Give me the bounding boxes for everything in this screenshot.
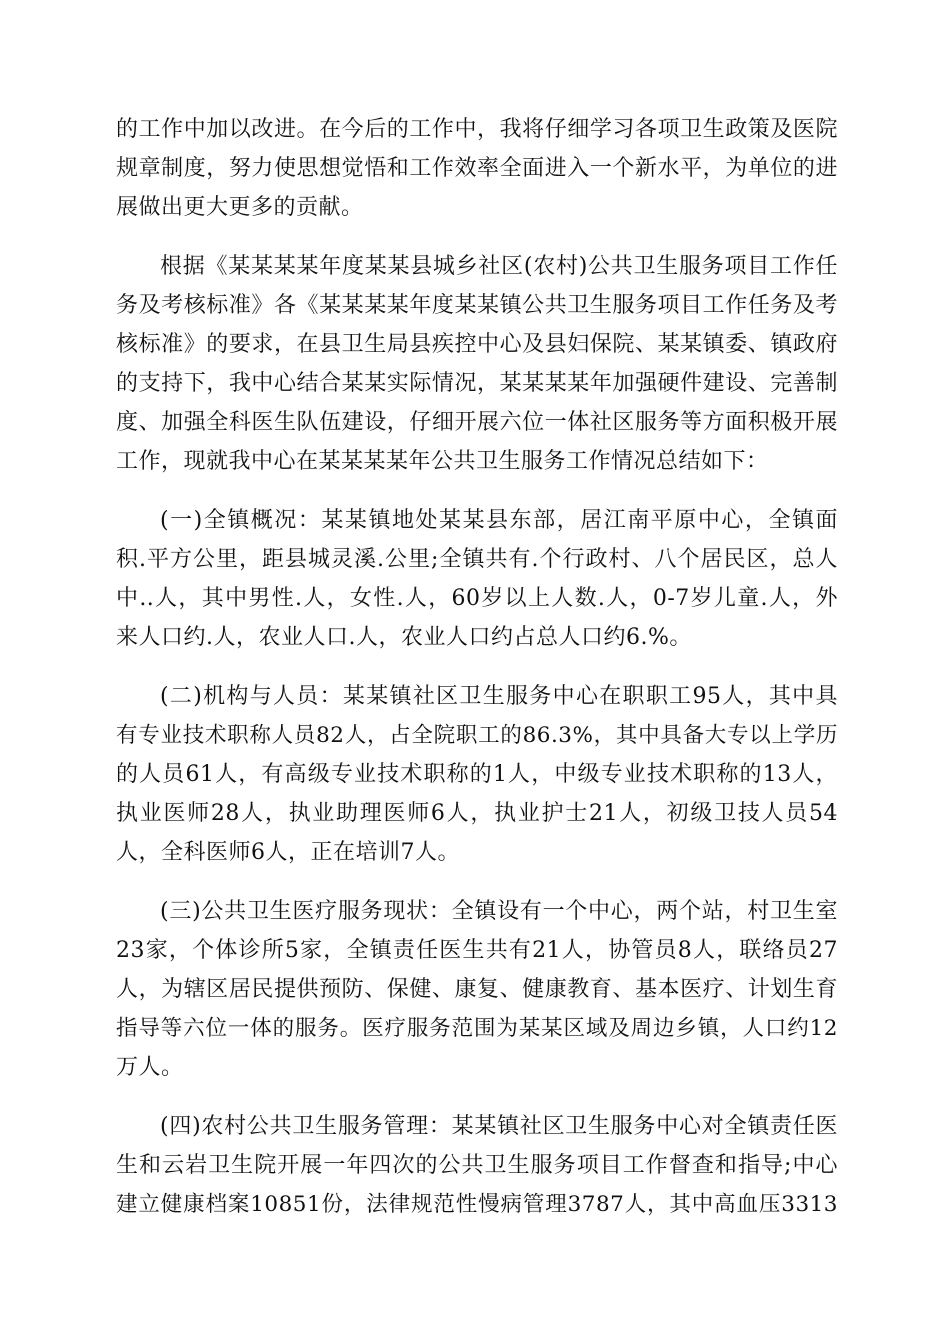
text-line: 务及考核标准》各《某某某某年度某某镇公共卫生服务项目工作任务及考 [116, 293, 838, 318]
text-line: 执业医师28人，执业助理医师6人，执业护士21人，初级卫技人员54 [116, 801, 838, 826]
text-line: 的人员61人，有高级专业技术职称的1人，中级专业技术职称的13人， [116, 762, 838, 787]
text-line: 建立健康档案10851份，法律规范性慢病管理3787人，其中高血压3313 [116, 1192, 838, 1217]
text-line: (一)全镇概况：某某镇地处某某县东部，居江南平原中心，全镇面 [160, 508, 838, 533]
text-line: 生和云岩卫生院开展一年四次的公共卫生服务项目工作督查和指导;中心 [116, 1153, 838, 1178]
paragraph-service-status [116, 892, 838, 1087]
text-line: 根据《某某某某年度某某县城乡社区(农村)公共卫生服务项目工作任 [160, 254, 838, 279]
text-line: 规章制度，努力使思想觉悟和工作效率全面进入一个新水平，为单位的进 [116, 156, 838, 181]
text-line: 指导等六位一体的服务。医疗服务范围为某某区域及周边乡镇，人口约12 [116, 1016, 838, 1041]
text-line: (三)公共卫生医疗服务现状：全镇设有一个中心，两个站，村卫生室 [160, 899, 838, 924]
paragraph-introduction [116, 247, 838, 481]
text-line: 工作，现就我中心在某某某某年公共卫生服务工作情况总结如下： [116, 449, 769, 474]
paragraph-rural-management [116, 1107, 838, 1224]
text-line: (四)农村公共卫生服务管理：某某镇社区卫生服务中心对全镇责任医 [160, 1114, 838, 1139]
text-line: 人，为辖区居民提供预防、保健、康复、健康教育、基本医疗、计划生育 [116, 977, 838, 1002]
text-line: 中..人，其中男性.人，女性.人，60岁以上人数.人，0-7岁儿童.人，外 [116, 586, 838, 611]
text-line: 的支持下，我中心结合某某实际情况，某某某某年加强硬件建设、完善制 [116, 371, 838, 396]
text-line: 度、加强全科医生队伍建设，仔细开展六位一体社区服务等方面积极开展 [116, 410, 838, 435]
document-body [116, 110, 838, 1244]
paragraph-staff [116, 677, 838, 872]
text-line: 核标准》的要求，在县卫生局县疾控中心及县妇保院、某某镇委、镇政府 [116, 332, 838, 357]
text-line: 万人。 [116, 1055, 184, 1080]
text-line: 人，全科医师6人，正在培训7人。 [116, 840, 460, 865]
text-line: 的工作中加以改进。在今后的工作中，我将仔细学习各项卫生政策及医院 [116, 117, 838, 142]
text-line: 来人口约.人，农业人口.人，农业人口约占总人口约6.%。 [116, 625, 692, 650]
text-line: (二)机构与人员：某某镇社区卫生服务中心在职职工95人，其中具 [160, 684, 838, 709]
text-line: 积.平方公里，距县城灵溪.公里;全镇共有.个行政村、八个居民区，总人 [116, 547, 838, 572]
text-line: 展做出更大更多的贡献。 [116, 195, 364, 220]
text-line: 有专业技术职称人员82人，占全院职工的86.3%，其中具备大专以上学历 [116, 723, 838, 748]
paragraph-town-overview [116, 501, 838, 657]
paragraph-closing [116, 110, 838, 227]
text-line: 23家，个体诊所5家，全镇责任医生共有21人，协管员8人，联络员27 [116, 938, 838, 963]
